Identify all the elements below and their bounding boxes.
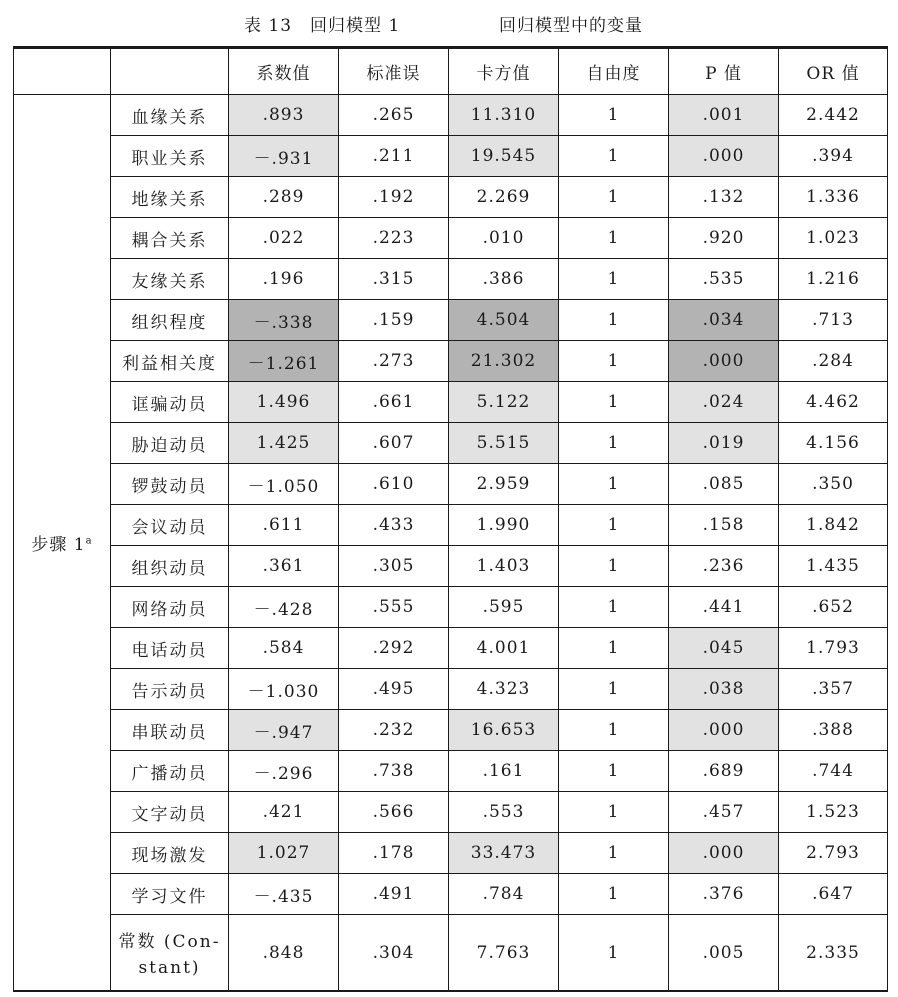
or-cell: 1.793 xyxy=(779,628,888,669)
p-cell: .024 xyxy=(669,382,779,423)
se-cell: .305 xyxy=(339,546,449,587)
or-cell: 2.442 xyxy=(779,95,888,136)
df-cell: 1 xyxy=(559,669,669,710)
se-cell: .491 xyxy=(339,874,449,915)
variable-name: 会议动员 xyxy=(111,505,229,546)
step-label xyxy=(14,95,111,992)
chi-cell: 4.323 xyxy=(449,669,559,710)
p-cell: .000 xyxy=(669,136,779,177)
header-coef: 系数值 xyxy=(229,48,339,95)
se-cell: .273 xyxy=(339,341,449,382)
coef-cell: 1.496 xyxy=(229,382,339,423)
chi-cell: 1.403 xyxy=(449,546,559,587)
table-row xyxy=(14,710,888,751)
or-cell: .350 xyxy=(779,464,888,505)
df-cell: 1 xyxy=(559,341,669,382)
or-cell: .652 xyxy=(779,587,888,628)
or-cell: .713 xyxy=(779,300,888,341)
se-cell: .495 xyxy=(339,669,449,710)
constant-se-cell: .304 xyxy=(339,915,449,992)
or-cell: 4.156 xyxy=(779,423,888,464)
p-cell: .019 xyxy=(669,423,779,464)
header-df: 自由度 xyxy=(559,48,669,95)
or-cell: 4.462 xyxy=(779,382,888,423)
variable-name: 告示动员 xyxy=(111,669,229,710)
variable-name: 组织动员 xyxy=(111,546,229,587)
table-row xyxy=(14,874,888,915)
coef-cell: 1.027 xyxy=(229,833,339,874)
chi-cell: .784 xyxy=(449,874,559,915)
coef-cell: .022 xyxy=(229,218,339,259)
table-row xyxy=(14,464,888,505)
chi-cell: 1.990 xyxy=(449,505,559,546)
se-cell: .566 xyxy=(339,792,449,833)
coef-cell: －.931 xyxy=(229,136,339,177)
se-cell: .607 xyxy=(339,423,449,464)
table-row xyxy=(14,587,888,628)
chi-cell: 33.473 xyxy=(449,833,559,874)
constant-p-cell: .005 xyxy=(669,915,779,992)
p-cell: .376 xyxy=(669,874,779,915)
chi-cell: .010 xyxy=(449,218,559,259)
p-cell: .457 xyxy=(669,792,779,833)
table-row xyxy=(14,505,888,546)
header-chi: 卡方值 xyxy=(449,48,559,95)
se-cell: .292 xyxy=(339,628,449,669)
p-cell: .000 xyxy=(669,341,779,382)
df-cell: 1 xyxy=(559,792,669,833)
df-cell: 1 xyxy=(559,423,669,464)
variable-name: 职业关系 xyxy=(111,136,229,177)
df-cell: 1 xyxy=(559,710,669,751)
variable-name: 组织程度 xyxy=(111,300,229,341)
p-cell: .920 xyxy=(669,218,779,259)
variable-name: 胁迫动员 xyxy=(111,423,229,464)
table-row xyxy=(14,628,888,669)
variable-name: 友缘关系 xyxy=(111,259,229,300)
chi-cell: 21.302 xyxy=(449,341,559,382)
header-cell-variable xyxy=(111,48,229,95)
table-row xyxy=(14,300,888,341)
df-cell: 1 xyxy=(559,505,669,546)
se-cell: .661 xyxy=(339,382,449,423)
table-row xyxy=(14,259,888,300)
coef-cell: .289 xyxy=(229,177,339,218)
p-cell: .034 xyxy=(669,300,779,341)
coef-cell: .584 xyxy=(229,628,339,669)
chi-cell: .386 xyxy=(449,259,559,300)
df-cell: 1 xyxy=(559,136,669,177)
variable-name: 利益相关度 xyxy=(111,341,229,382)
coef-cell: .893 xyxy=(229,95,339,136)
p-cell: .535 xyxy=(669,259,779,300)
header-se: 标准误 xyxy=(339,48,449,95)
constant-or-cell: 2.335 xyxy=(779,915,888,992)
or-cell: 1.435 xyxy=(779,546,888,587)
df-cell: 1 xyxy=(559,874,669,915)
se-cell: .315 xyxy=(339,259,449,300)
constant-label-line2: stant) xyxy=(138,958,201,978)
chi-cell: 16.653 xyxy=(449,710,559,751)
variable-name: 地缘关系 xyxy=(111,177,229,218)
or-cell: .744 xyxy=(779,751,888,792)
se-cell: .159 xyxy=(339,300,449,341)
or-cell: .647 xyxy=(779,874,888,915)
p-cell: .441 xyxy=(669,587,779,628)
coef-cell: .361 xyxy=(229,546,339,587)
chi-cell: .595 xyxy=(449,587,559,628)
df-cell: 1 xyxy=(559,177,669,218)
table-row xyxy=(14,341,888,382)
variable-name: 现场激发 xyxy=(111,833,229,874)
header-or: OR 值 xyxy=(779,48,888,95)
se-cell: .265 xyxy=(339,95,449,136)
df-cell: 1 xyxy=(559,464,669,505)
table-row xyxy=(14,95,888,136)
table-row xyxy=(14,833,888,874)
p-cell: .000 xyxy=(669,710,779,751)
or-cell: 1.523 xyxy=(779,792,888,833)
table-title: 回归模型中的变量 xyxy=(499,16,643,36)
header-cell-step xyxy=(14,48,111,95)
variable-name: 学习文件 xyxy=(111,874,229,915)
header-p: P 值 xyxy=(669,48,779,95)
p-cell: .236 xyxy=(669,546,779,587)
df-cell: 1 xyxy=(559,218,669,259)
table-number: 表 13 回归模型 1 xyxy=(244,16,401,36)
df-cell: 1 xyxy=(559,382,669,423)
coef-cell: 1.425 xyxy=(229,423,339,464)
coef-cell: .611 xyxy=(229,505,339,546)
step-label-text: 步骤 1 xyxy=(31,535,86,555)
p-cell: .001 xyxy=(669,95,779,136)
variable-name: 广播动员 xyxy=(111,751,229,792)
variable-name: 耦合关系 xyxy=(111,218,229,259)
table-row xyxy=(14,423,888,464)
or-cell: .394 xyxy=(779,136,888,177)
se-cell: .555 xyxy=(339,587,449,628)
coef-cell: －1.261 xyxy=(229,341,339,382)
coef-cell: .196 xyxy=(229,259,339,300)
table-row xyxy=(14,792,888,833)
se-cell: .433 xyxy=(339,505,449,546)
or-cell: 2.793 xyxy=(779,833,888,874)
constant-df-cell: 1 xyxy=(559,915,669,992)
or-cell: 1.216 xyxy=(779,259,888,300)
chi-cell: 2.269 xyxy=(449,177,559,218)
chi-cell: 11.310 xyxy=(449,95,559,136)
se-cell: .738 xyxy=(339,751,449,792)
table-row xyxy=(14,751,888,792)
chi-cell: 4.504 xyxy=(449,300,559,341)
or-cell: .357 xyxy=(779,669,888,710)
or-cell: .388 xyxy=(779,710,888,751)
chi-cell: 5.515 xyxy=(449,423,559,464)
se-cell: .232 xyxy=(339,710,449,751)
table-row xyxy=(14,136,888,177)
or-cell: .284 xyxy=(779,341,888,382)
coef-cell: －.947 xyxy=(229,710,339,751)
df-cell: 1 xyxy=(559,300,669,341)
se-cell: .192 xyxy=(339,177,449,218)
step-footnote-marker: a xyxy=(85,535,93,547)
df-cell: 1 xyxy=(559,833,669,874)
coef-cell: －1.030 xyxy=(229,669,339,710)
constant-chi-cell: 7.763 xyxy=(449,915,559,992)
df-cell: 1 xyxy=(559,751,669,792)
variable-name: 电话动员 xyxy=(111,628,229,669)
variable-name: 文字动员 xyxy=(111,792,229,833)
p-cell: .000 xyxy=(669,833,779,874)
df-cell: 1 xyxy=(559,95,669,136)
table-row xyxy=(14,382,888,423)
header-row xyxy=(14,48,888,95)
coef-cell: －1.050 xyxy=(229,464,339,505)
variable-name: 诓骗动员 xyxy=(111,382,229,423)
or-cell: 1.336 xyxy=(779,177,888,218)
p-cell: .085 xyxy=(669,464,779,505)
variable-name: 锣鼓动员 xyxy=(111,464,229,505)
table-row xyxy=(14,546,888,587)
table-caption xyxy=(0,0,898,46)
regression-table xyxy=(13,46,888,992)
constant-label xyxy=(111,915,229,992)
coef-cell: .421 xyxy=(229,792,339,833)
constant-row xyxy=(14,915,888,992)
df-cell: 1 xyxy=(559,628,669,669)
variable-name: 血缘关系 xyxy=(111,95,229,136)
chi-cell: .553 xyxy=(449,792,559,833)
p-cell: .132 xyxy=(669,177,779,218)
table-row xyxy=(14,218,888,259)
variable-name: 串联动员 xyxy=(111,710,229,751)
p-cell: .045 xyxy=(669,628,779,669)
variable-name: 网络动员 xyxy=(111,587,229,628)
se-cell: .223 xyxy=(339,218,449,259)
se-cell: .610 xyxy=(339,464,449,505)
or-cell: 1.842 xyxy=(779,505,888,546)
constant-label-line1: 常数 (Con- xyxy=(118,932,221,952)
chi-cell: 19.545 xyxy=(449,136,559,177)
se-cell: .178 xyxy=(339,833,449,874)
p-cell: .689 xyxy=(669,751,779,792)
df-cell: 1 xyxy=(559,587,669,628)
coef-cell: －.428 xyxy=(229,587,339,628)
or-cell: 1.023 xyxy=(779,218,888,259)
df-cell: 1 xyxy=(559,259,669,300)
chi-cell: 2.959 xyxy=(449,464,559,505)
df-cell: 1 xyxy=(559,546,669,587)
table-row xyxy=(14,669,888,710)
chi-cell: 4.001 xyxy=(449,628,559,669)
constant-coef-cell: .848 xyxy=(229,915,339,992)
coef-cell: －.338 xyxy=(229,300,339,341)
chi-cell: .161 xyxy=(449,751,559,792)
chi-cell: 5.122 xyxy=(449,382,559,423)
se-cell: .211 xyxy=(339,136,449,177)
table-row xyxy=(14,177,888,218)
p-cell: .158 xyxy=(669,505,779,546)
coef-cell: －.296 xyxy=(229,751,339,792)
coef-cell: －.435 xyxy=(229,874,339,915)
p-cell: .038 xyxy=(669,669,779,710)
